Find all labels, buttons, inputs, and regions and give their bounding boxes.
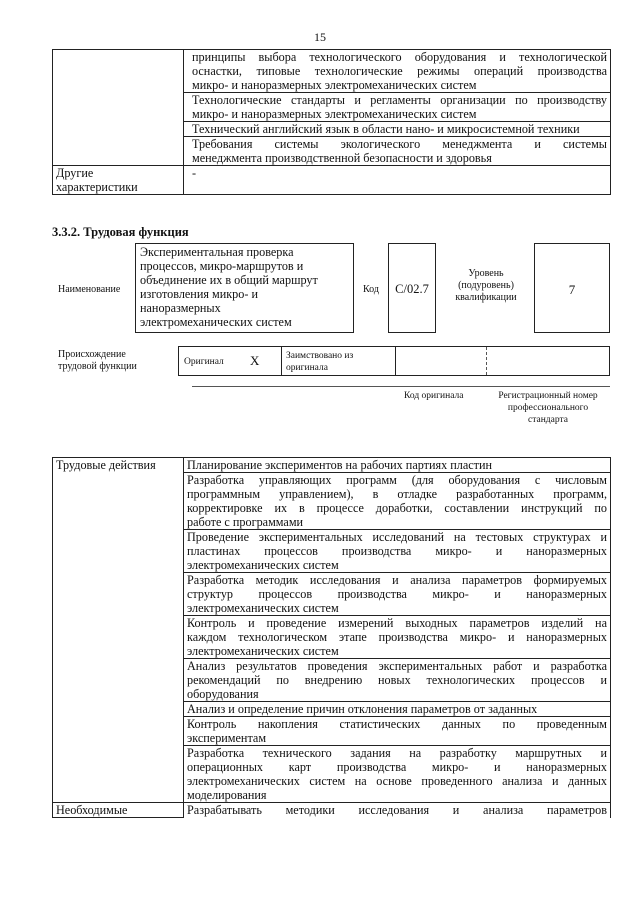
text-line: Другие [56,166,94,180]
table-cell [184,803,611,818]
text-line: менеджмента производственной безопасности и здоровья [192,151,492,165]
table-cell [184,137,611,166]
text-line: оригинала [286,363,328,373]
text-line: корректировке их в процессе доработки, составлении инструкций по [187,501,607,515]
text-line: пластинах процессов производства микро- и наноразмерных [187,544,607,558]
text-line: Анализ и определение причин отклонения параметров от заданных [187,702,538,716]
text-line: Технологические стандарты и регламенты организации по производству [192,93,607,107]
text-line: Технический английский язык в области нано- и микросистемной техники [192,122,580,136]
original-mark: X [250,353,260,368]
origin-label [58,349,137,373]
text-line: моделирования [187,788,267,802]
labor-action [184,530,611,573]
text-line: Проведение экспериментальных исследований на тестовых структурах и [187,530,607,544]
name-label: Наименование [58,284,121,295]
labor-action [184,702,611,717]
text-line: микро- и наноразмерных электромеханических систем [192,78,477,92]
text-line: объединение их в общий маршрут [140,273,318,287]
code-box [388,243,436,333]
text-line: Происхождение [58,349,126,360]
text-line: трудовой функции [58,361,137,372]
origin-row [178,346,610,376]
level-box [534,243,610,333]
text-line: электромеханических систем на основе проведенного анализа и данных [187,774,607,788]
labor-action [184,473,611,530]
table-cell [184,50,611,93]
table-row [53,50,611,93]
text-line: структур процессов производства микро- и наноразмерных [187,587,607,601]
text-line: оснастки, типовые технологические режимы операций производства [192,64,607,78]
text-line: Регистрационный номер [498,391,598,401]
text-line: Разработка технического задания на разработку маршрутных и [187,746,607,760]
text-line: электромеханических систем [187,558,339,572]
text-line: работе с программами [187,515,304,529]
origin-baseline [192,386,610,387]
text-line: экспериментам [187,731,267,745]
text-line: Уровень [468,268,504,279]
text-line: стандарта [528,415,568,425]
text-line: Контроль и проведение измерений выходных параметров изделий на [187,616,607,630]
group-label: Необходимые [53,803,184,818]
text-line: микро- и наноразмерных электромеханических систем [192,107,477,121]
section-title: 3.3.2. Трудовая функция [52,225,189,239]
text-line: рекомендаций по внедрению новых технологических процессов и [187,673,607,687]
text-line: электромеханических систем [187,601,339,615]
reg-number-label [486,390,610,426]
borrowed-label [286,350,353,374]
function-name-box [135,243,354,333]
group-label: Трудовые действия [53,458,184,803]
code-value: C/02.7 [395,282,429,296]
labor-actions-table [52,457,611,818]
text-line: Планирование экспериментов на рабочих партиях пластин [187,458,493,472]
text-line: Экспериментальная проверка [140,245,294,259]
page-number: 15 [314,30,326,44]
text-line: Разработка методик исследования и анализа параметров формируемых [187,573,607,587]
labor-action [184,659,611,702]
text-line: Анализ результатов проведения экспериментальных работ и разработка [187,659,607,673]
text-line: принципы выбора технологического оборудования и технологической [192,50,607,64]
code-original-label: Код оригинала [404,391,464,401]
text-line: изготовления микро- и [140,287,258,301]
labor-action [184,616,611,659]
text-line: профессионального [507,403,589,413]
knowledge-table [52,49,611,195]
level-value: 7 [568,282,576,297]
text-line: наноразмерных [140,301,221,315]
text-line: оборудования [187,687,259,701]
text-line: Контроль накопления статистических данных по проведенным [187,717,607,731]
original-label: Оригинал [184,357,224,367]
labor-action [184,573,611,616]
table-row [53,803,611,818]
text-line: операционных карт производства микро- и наноразмерных [187,760,607,774]
labor-action [184,717,611,746]
text-line: каждом технологическом этапе производства микро- и наноразмерных [187,630,607,644]
text-line: Заимствовано из [286,351,354,361]
text-line: квалификации [455,292,517,303]
table-row [53,458,611,473]
table-row [53,166,611,195]
text-line: Разрабатывать методики исследования и анализа параметров [187,803,607,817]
code-label: Код [363,284,379,295]
text-line: электромеханических систем [140,315,292,329]
text-line: электромеханических систем [187,644,339,658]
labor-action [184,458,611,473]
labor-action [184,746,611,803]
table-cell [184,93,611,122]
text-line: - [192,166,197,180]
text-line: программным управлением), в отладке разработанных программ, [187,487,607,501]
row-label [53,50,184,166]
text-line: Разработка управляющих программ (для оборудования с числовым [187,473,607,487]
level-label [444,268,528,304]
text-line: (подуровень) [458,280,514,291]
row-label [53,166,184,195]
table-cell [184,166,611,195]
text-line: Требования системы экологического менеджмента и системы [192,137,607,151]
text-line: процессов, микро-маршрутов и [140,259,304,273]
table-cell [184,122,611,137]
text-line: характеристики [56,180,138,194]
